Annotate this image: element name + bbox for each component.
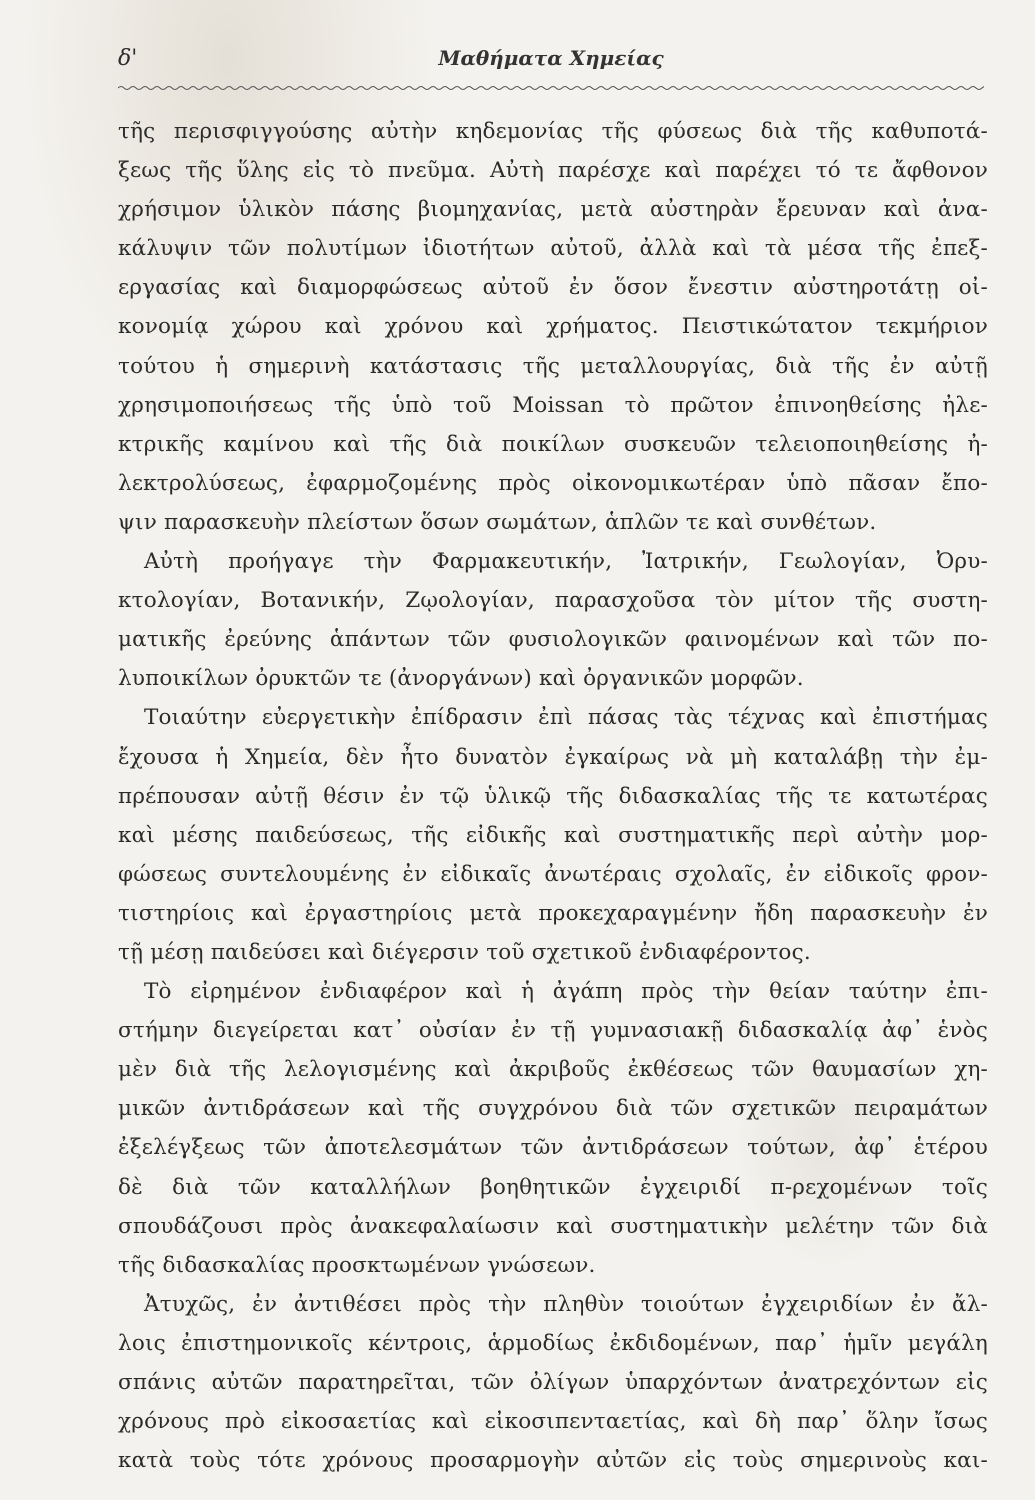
text-line: λυποικίλων ὀρυκτῶν τε (ἀνοργάνων) καὶ ὀργανικῶν μορφῶν. (118, 666, 804, 692)
text-line: πρέπουσαν αὐτῇ θέσιν ἐν τῷ ὑλικῷ τῆς διδασκαλίας τῆς τε κατωτέρας (118, 783, 988, 809)
text-line: κονομίᾳ χώρου καὶ χρόνου καὶ χρήματος. Πειστικώτατον τεκμήριον (118, 314, 988, 340)
text-line: Αὐτὴ προήγαγε τὴν Φαρμακευτικήν, Ἰατρικήν, Γεωλογίαν, Ὀρυ- (144, 549, 988, 575)
text-line: τιστηρίοις καὶ ἐργαστηρίοις μετὰ προκεχαραγμένην ἤδη παρασκευὴν ἐν (118, 900, 988, 926)
text-line: ψιν παρασκευὴν πλείστων ὅσων σωμάτων, ἁπλῶν τε καὶ συνθέτων. (118, 509, 877, 535)
text-line: κάλυψιν τῶν πολυτίμων ἰδιοτήτων αὐτοῦ, ἀλλὰ καὶ τὰ μέσα τῆς ἐπεξ- (118, 236, 988, 262)
text-line: ἐξελέγξεως τῶν ἀποτελεσμάτων τῶν ἀντιδράσεων τούτων, ἀφ᾽ ἑτέρου (118, 1135, 988, 1161)
text-line: Τοιαύτην εὐεργετικὴν ἐπίδρασιν ἐπὶ πάσας τὰς τέχνας καὶ ἐπιστήμας (144, 705, 988, 731)
text-line: κτολογίαν, Βοτανικήν, Ζῳολογίαν, παρασχοῦσα τὸν μίτον τῆς συστη- (118, 588, 988, 614)
text-line: φώσεως συντελουμένης ἐν εἰδικαῖς ἀνωτέραις σχολαῖς, ἐν εἰδικοῖς φρον- (118, 861, 988, 887)
text-line: λοις ἐπιστημονικοῖς κέντροις, ἁρμοδίως ἐκδιδομένων, παρ᾽ ἡμῖν μεγάλη (118, 1330, 988, 1356)
text-line: ἔχουσα ἡ Χημεία, δὲν ἦτο δυνατὸν ἐγκαίρως νὰ μὴ καταλάβῃ τὴν ἐμ- (118, 744, 988, 770)
text-line: δὲ διὰ τῶν καταλλήλων βοηθητικῶν ἐγχειριδί π-ρεχομένων τοῖς (118, 1174, 988, 1200)
text-line: τῆς διδασκαλίας προσκτωμένων γνώσεων. (118, 1252, 596, 1278)
text-line: Ἀτυχῶς, ἐν ἀντιθέσει πρὸς τὴν πληθὺν τοιούτων ἐγχειριδίων ἐν ἄλ- (144, 1291, 988, 1317)
text-line: στήμην διεγείρεται κατ᾽ οὐσίαν ἐν τῇ γυμνασιακῇ διδασκαλίᾳ ἀφ᾽ ἑνὸς (118, 1018, 988, 1044)
wavy-header-rule (118, 84, 984, 92)
text-line: ξεως τῆς ὕλης εἰς τὸ πνεῦμα. Αὐτὴ παρέσχε καὶ παρέχει τό τε ἄφθονον (118, 158, 988, 184)
running-title: Μαθήματα Χημείας (438, 46, 664, 70)
text-line: σπάνις αὐτῶν παρατηρεῖται, τῶν ὀλίγων ὑπαρχόντων ἀνατρεχόντων εἰς (118, 1370, 988, 1395)
text-line: τούτου ἡ σημερινὴ κατάστασις τῆς μεταλλουργίας, διὰ τῆς ἐν αὐτῇ (118, 353, 988, 379)
text-line: ματικῆς ἐρεύνης ἁπάντων τῶν φυσιολογικῶν φαινομένων καὶ τῶν πο- (118, 627, 988, 653)
text-line: χρησιμοποιήσεως τῆς ὑπὸ τοῦ Moissan τὸ πρῶτον ἐπινοηθείσης ἠλε- (118, 392, 988, 418)
body-text (118, 112, 988, 1480)
text-line: τῆς περισφιγγούσης αὐτὴν κηδεμονίας τῆς φύσεως διὰ τῆς καθυποτά- (118, 119, 988, 144)
text-line: κτρικῆς καμίνου καὶ τῆς διὰ ποικίλων συσκευῶν τελειοποιηθείσης ἠ- (118, 431, 988, 457)
page-header (118, 46, 984, 76)
text-line: τῇ μέσῃ παιδεύσει καὶ διέγερσιν τοῦ σχετικοῦ ἐνδιαφέροντος. (118, 939, 811, 965)
text-line: λεκτρολύσεως, ἐφαρμοζομένης πρὸς οἰκονομικωτέραν ὑπὸ πᾶσαν ἔπο- (118, 470, 988, 496)
text-line: μὲν διὰ τῆς λελογισμένης καὶ ἀκριβοῦς ἐκθέσεως τῶν θαυμασίων χη- (118, 1057, 988, 1083)
text-line: Τὸ εἰρημένον ἐνδιαφέρον καὶ ἡ ἀγάπη πρὸς τὴν θείαν ταύτην ἐπι- (144, 979, 988, 1005)
text-line: εργασίας καὶ διαμορφώσεως αὐτοῦ ἐν ὅσον ἔνεστιν αὐστηροτάτῃ οἰ- (118, 275, 988, 301)
text-line: κατὰ τοὺς τότε χρόνους προσαρμογὴν αὐτῶν εἰς τοὺς σημερινοὺς και- (118, 1448, 988, 1474)
page-number: δ' (118, 46, 138, 71)
text-line: σπουδάζουσι πρὸς ἀνακεφαλαίωσιν καὶ συστηματικὴν μελέτην τῶν διὰ (118, 1213, 988, 1239)
text-line: καὶ μέσης παιδεύσεως, τῆς εἰδικῆς καὶ συστηματικῆς περὶ αὐτὴν μορ- (118, 822, 988, 848)
text-line: χρήσιμον ὑλικὸν πάσης βιομηχανίας, μετὰ αὐστηρὰν ἔρευναν καὶ ἀνα- (118, 197, 988, 223)
text-line: χρόνους πρὸ εἰκοσαετίας καὶ εἰκοσιπενταετίας, καὶ δὴ παρ᾽ ὅλην ἴσως (118, 1409, 988, 1435)
text-line: μικῶν ἀντιδράσεων καὶ τῆς συγχρόνου διὰ τῶν σχετικῶν πειραμάτων (118, 1096, 988, 1122)
